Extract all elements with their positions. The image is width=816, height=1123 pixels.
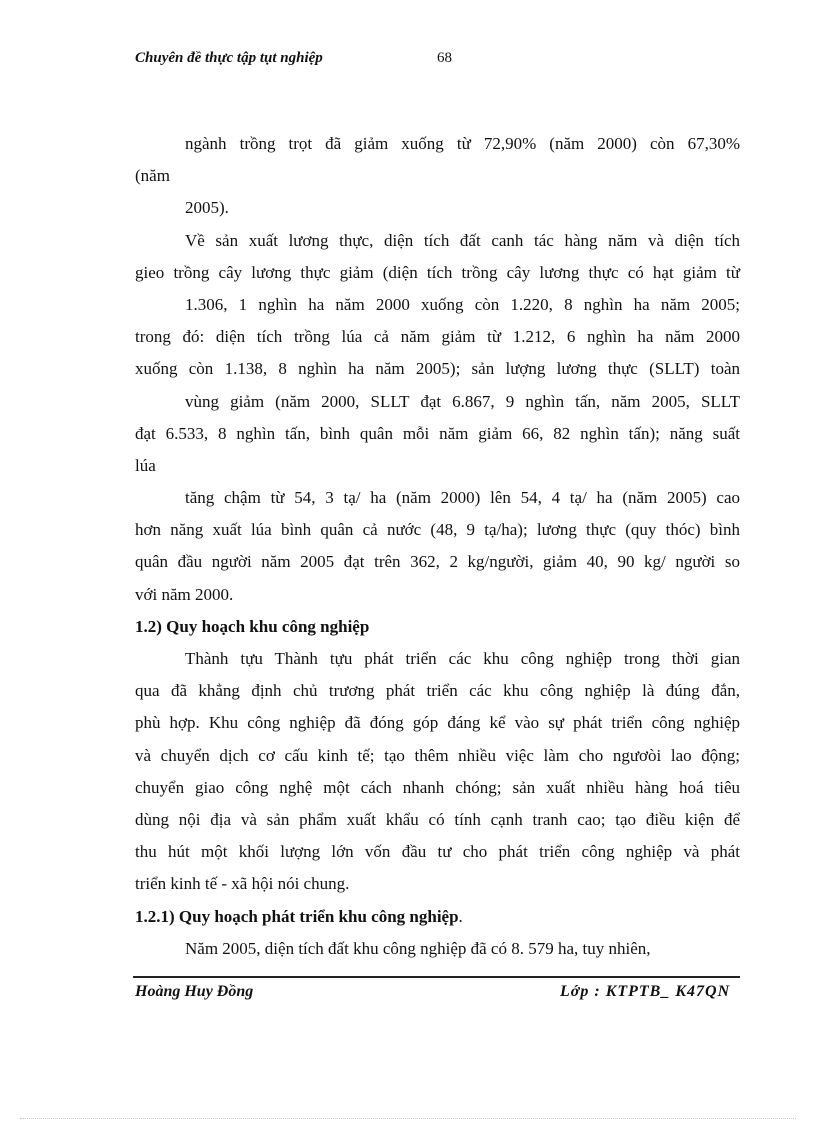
text-line: quân đầu người năm 2005 đạt trên 362, 2 kg/người, giảm 40, 90 kg/ người so	[135, 552, 740, 572]
text-line: gieo trồng cây lương thực giảm (diện tích trồng cây lương thực có hạt giảm từ	[135, 262, 740, 282]
page-body	[135, 128, 740, 965]
text-line: phù hợp. Khu công nghiệp đã đóng góp đáng kể vào sự phát triển công nghiệp	[135, 713, 740, 733]
footer-rule	[133, 976, 740, 978]
text-line: chuyển giao công nghệ một cách nhanh chóng; sản xuất nhiều hàng hoá tiêu	[135, 777, 740, 797]
text-line: tăng chậm từ 54, 3 tạ/ ha (năm 2000) lên 54, 4 tạ/ ha (năm 2005) cao	[185, 488, 740, 508]
text-line: ngành trồng trọt đã giảm xuống từ 72,90% (năm 2000) còn 67,30%	[185, 134, 740, 153]
footer-class: Lớp : KTPTB_ K47QN	[560, 983, 731, 1000]
text-line: thu hút một khối lượng lớn vốn đầu tư cho phát triển công nghiệp và phát	[135, 842, 740, 862]
text-line: Về sản xuất lương thực, diện tích đất canh tác hàng năm và diện tích	[185, 230, 740, 250]
text-line: dùng nội địa và sản phẩm xuất khẩu có tính cạnh tranh cao; tạo điều kiện để	[135, 809, 740, 829]
page-edge-divider	[20, 1118, 796, 1119]
page-number: 68	[437, 50, 452, 66]
text-line: đạt 6.533, 8 nghìn tấn, bình quân mỗi năm giảm 66, 82 nghìn tấn); năng suất	[135, 423, 740, 443]
text-line: qua đã khẳng định chủ trương phát triển các khu công nghiệp là đúng đắn,	[135, 681, 740, 701]
footer-author: Hoàng Huy Đồng	[135, 983, 254, 1000]
text-line: 2005).	[185, 198, 229, 218]
text-line: và chuyển dịch cơ cấu kinh tế; tạo thêm nhiều việc làm cho ngươòi lao động;	[135, 745, 740, 765]
text-line: 1.306, 1 nghìn ha năm 2000 xuống còn 1.220, 8 nghìn ha năm 2005;	[185, 294, 740, 314]
text-line: hơn năng xuất lúa bình quân cả nước (48, 9 tạ/ha); lương thực (quy thóc) bình	[135, 520, 740, 540]
text-line: với năm 2000.	[135, 584, 234, 604]
text-line: (năm	[135, 166, 170, 186]
running-header-title: Chuyên đề thực tập tụt nghiệp	[135, 50, 323, 66]
subsection-heading: 1.2.1) Quy hoạch phát triển khu công nghiệp	[135, 906, 459, 926]
text-line: triển kinh tế - xã hội nói chung.	[135, 874, 350, 894]
text-line: Năm 2005, diện tích đất khu công nghiệp đã có 8. 579 ha, tuy nhiên,	[185, 938, 651, 958]
text-line: lúa	[135, 455, 156, 475]
text-line: trong đó: diện tích trồng lúa cả năm giảm từ 1.212, 6 nghìn ha năm 2000	[135, 327, 740, 347]
text-line: Thành tựu Thành tựu phát triển các khu công nghiệp trong thời gian	[185, 649, 740, 668]
section-heading: 1.2) Quy hoạch khu công nghiệp	[135, 616, 370, 636]
text-line: vùng giảm (năm 2000, SLLT đạt 6.867, 9 nghìn tấn, năm 2005, SLLT	[185, 391, 740, 411]
subsection-heading-line	[135, 901, 740, 933]
text-line: xuống còn 1.138, 8 nghìn ha năm 2005); sản lượng lương thực (SLLT) toàn	[135, 359, 740, 379]
heading-period: .	[458, 906, 463, 926]
